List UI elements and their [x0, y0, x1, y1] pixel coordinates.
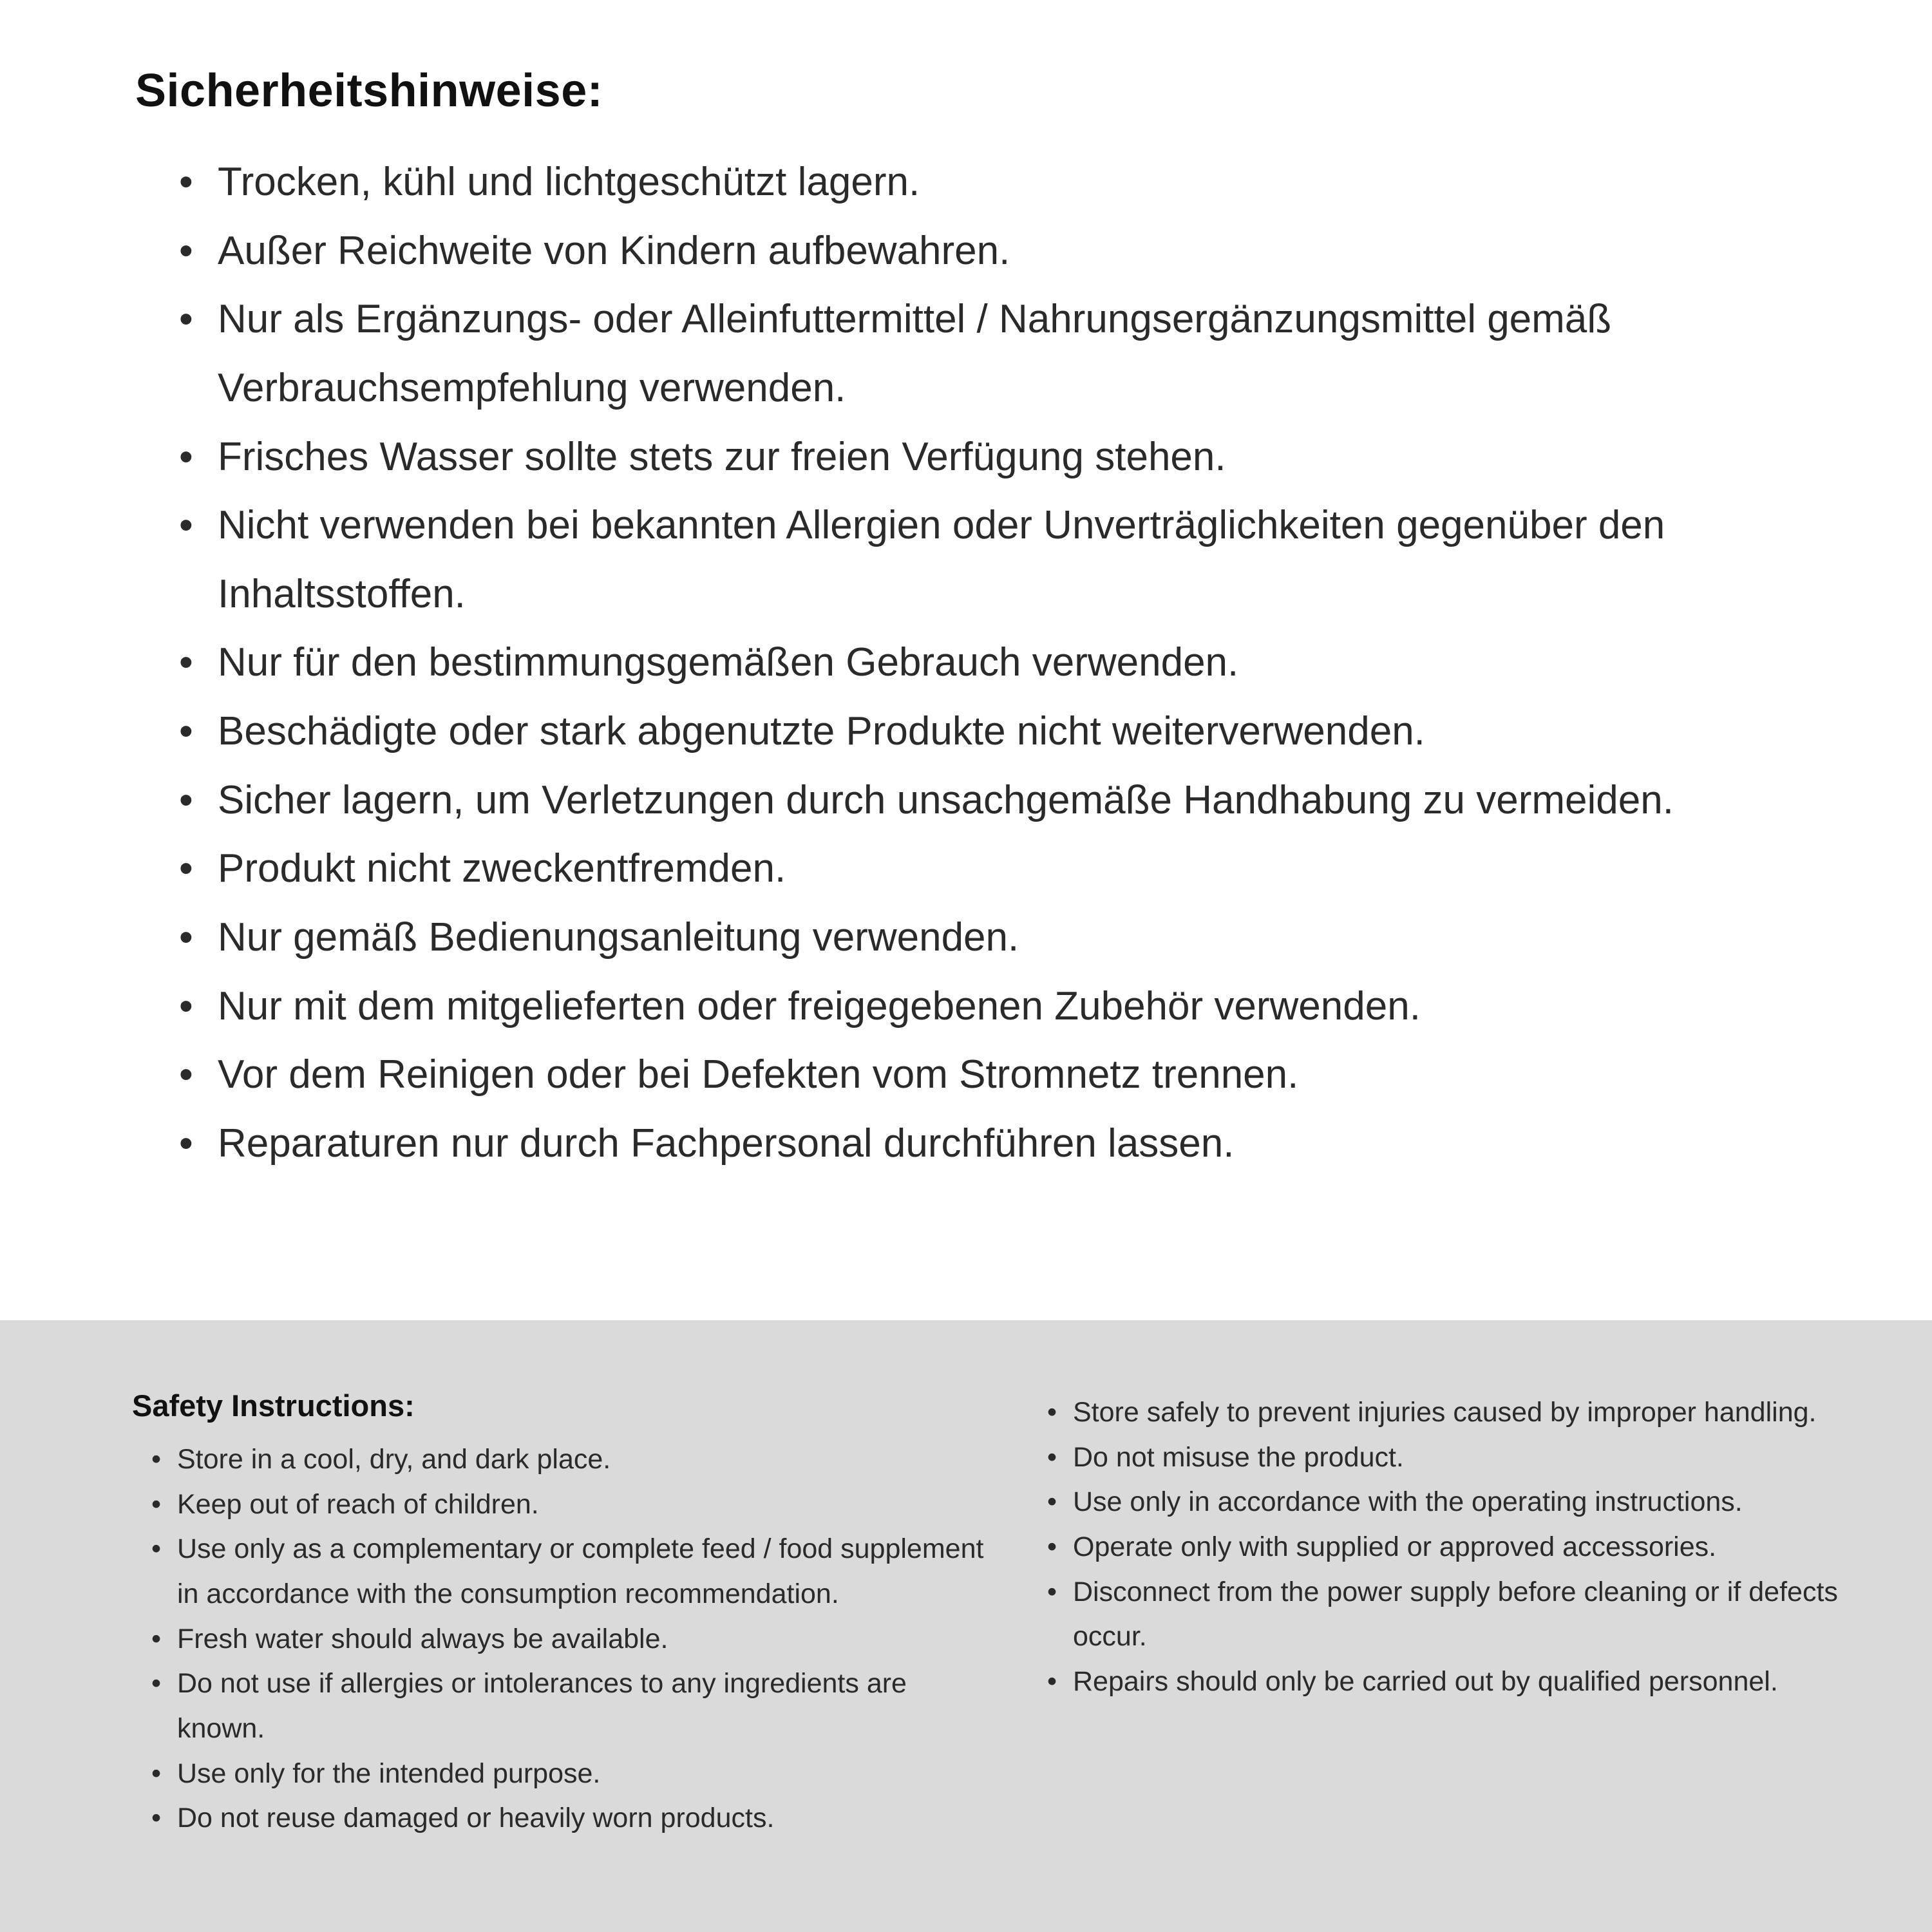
safety-item-de: • Frisches Wasser sollte stets zur freien Verfügung stehen. — [175, 423, 1862, 492]
safety-item-de: • Trocken, kühl und lichtgeschützt lagern. — [175, 148, 1862, 217]
english-heading: Safety Instructions: — [132, 1388, 415, 1423]
safety-item-en: • Keep out of reach of children. — [147, 1482, 998, 1528]
english-section — [0, 1320, 1932, 1932]
safety-item-en: • Fresh water should always be available. — [147, 1617, 998, 1662]
safety-item-de: • Reparaturen nur durch Fachpersonal durchführen lassen. — [175, 1110, 1862, 1179]
safety-item-en: • Disconnect from the power supply before cleaning or if defects occur. — [1043, 1570, 1874, 1660]
safety-item-de: • Nur mit dem mitgelieferten oder freigegebenen Zubehör verwenden. — [175, 972, 1862, 1041]
safety-item-de: • Nur gemäß Bedienungsanleitung verwenden. — [175, 904, 1862, 972]
safety-item-en: • Do not reuse damaged or heavily worn products. — [147, 1796, 998, 1841]
safety-item-de: • Vor dem Reinigen oder bei Defekten vom Stromnetz trennen. — [175, 1041, 1862, 1110]
safety-item-en: • Use only for the intended purpose. — [147, 1752, 998, 1797]
english-column-right — [1043, 1388, 1874, 1705]
english-left-list — [147, 1437, 998, 1841]
english-column-left — [132, 1388, 998, 1841]
safety-item-de: • Nicht verwenden bei bekannten Allergien oder Unverträglichkeiten gegenüber den Inhaltsstoffen. — [175, 491, 1862, 629]
safety-item-en: • Do not misuse the product. — [1043, 1435, 1874, 1481]
german-safety-list — [175, 148, 1862, 1178]
safety-item-de: • Nur für den bestimmungsgemäßen Gebrauch verwenden. — [175, 629, 1862, 697]
safety-item-de: • Sicher lagern, um Verletzungen durch unsachgemäße Handhabung zu vermeiden. — [175, 766, 1862, 835]
english-right-list — [1043, 1390, 1874, 1705]
german-heading: Sicherheitshinweise: — [135, 65, 603, 117]
safety-item-en: • Use only in accordance with the operating instructions. — [1043, 1480, 1874, 1525]
safety-item-de: • Nur als Ergänzungs- oder Alleinfuttermittel / Nahrungsergänzungsmittel gemäß Verbrauchsempfehlung verwenden. — [175, 285, 1862, 422]
safety-item-de: • Produkt nicht zweckentfremden. — [175, 835, 1862, 904]
safety-item-en: • Do not use if allergies or intolerances to any ingredients are known. — [147, 1662, 998, 1751]
safety-item-en: • Use only as a complementary or complete feed / food supplement in accordance with the consumption recommendation. — [147, 1527, 998, 1616]
safety-item-en: • Store safely to prevent injuries caused by improper handling. — [1043, 1390, 1874, 1435]
safety-item-en: • Repairs should only be carried out by qualified personnel. — [1043, 1660, 1874, 1705]
safety-item-en: • Store in a cool, dry, and dark place. — [147, 1437, 998, 1482]
safety-item-en: • Operate only with supplied or approved accessories. — [1043, 1525, 1874, 1570]
safety-item-de: • Außer Reichweite von Kindern aufbewahren. — [175, 217, 1862, 286]
safety-item-de: • Beschädigte oder stark abgenutzte Produkte nicht weiterverwenden. — [175, 697, 1862, 766]
